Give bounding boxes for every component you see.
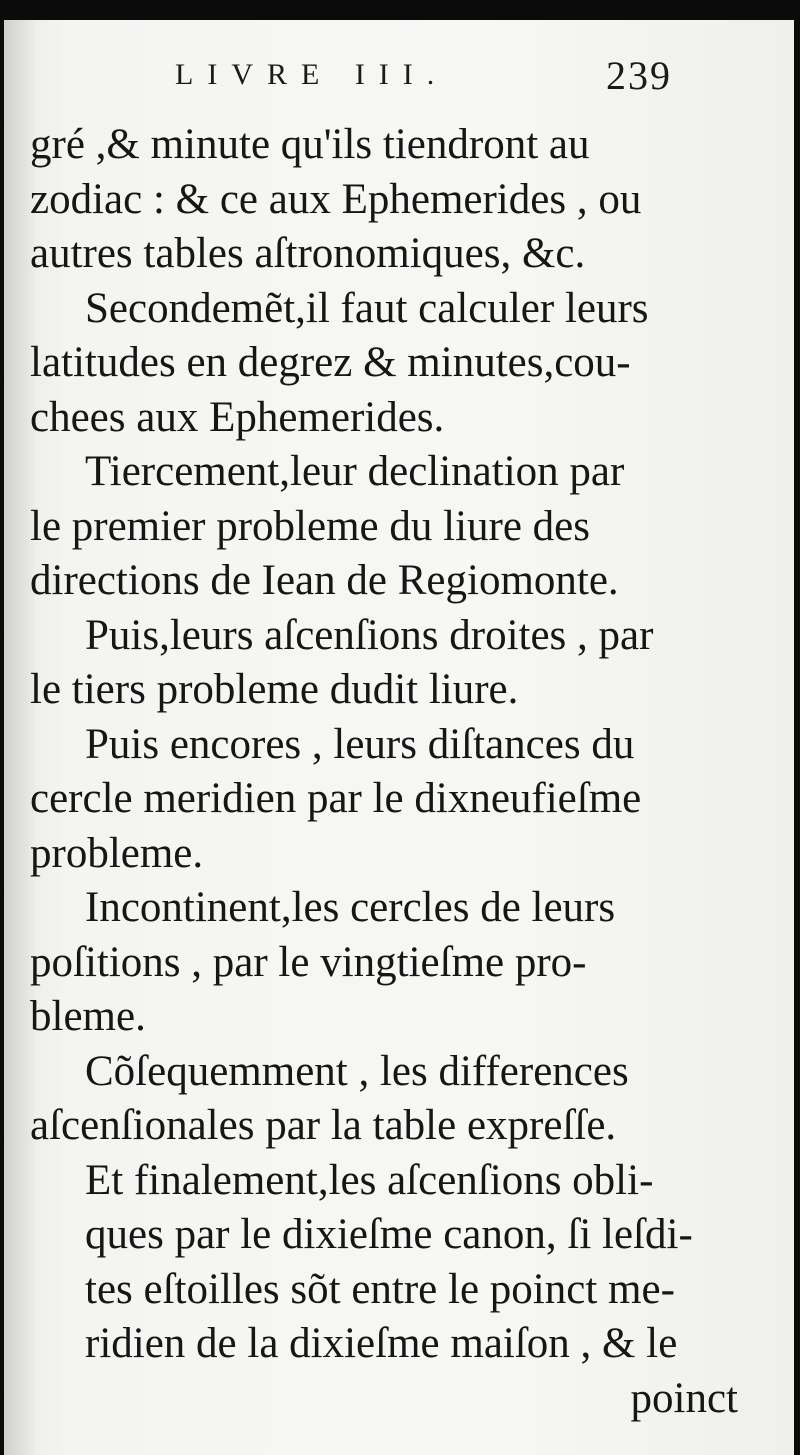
text-line: Cõſequemment , les differences xyxy=(85,1047,629,1095)
text-line: chees aux Ephemerides. xyxy=(30,393,445,441)
text-line: aſcenſionales par la table expreſſe. xyxy=(30,1102,617,1149)
catchword: poinct xyxy=(630,1374,738,1422)
text-line: le tiers probleme dudit liure. xyxy=(30,666,519,713)
text-line: autres tables aſtronomiques, &c. xyxy=(30,230,586,277)
text-line: le premier probleme du liure des xyxy=(30,502,590,550)
text-line: Puis,leurs aſcenſions droites , par xyxy=(85,611,654,659)
running-head: LIVRE III. xyxy=(175,58,449,91)
text-line: zodiac : & ce aux Ephemerides , ou xyxy=(30,175,642,223)
text-line: probleme. xyxy=(30,829,204,877)
text-line: gré ,& minute qu'ils tiendront au xyxy=(30,121,590,168)
text-line: cercle meridien par le dixneufieſme xyxy=(30,775,642,822)
text-line: directions de Iean de Regiomonte. xyxy=(30,557,619,604)
text-line: poſitions , par le vingtieſme pro- xyxy=(30,938,587,986)
text-line: tes eſtoilles sõt entre le poinct me- xyxy=(85,1265,675,1313)
text-line: Incontinent,les cercles de leurs xyxy=(85,884,616,931)
text-line: Tiercement,leur declination par xyxy=(85,448,625,495)
text-line: ques par le dixieſme canon, ſi leſdi- xyxy=(85,1211,693,1258)
page-header xyxy=(0,53,800,108)
text-line: bleme. xyxy=(30,993,146,1040)
body-text xyxy=(30,118,750,1426)
text-line: Puis encores , leurs diſtances du xyxy=(85,720,635,768)
text-line: latitudes en degrez & minutes,cou- xyxy=(30,339,631,386)
text-line: Secondemẽt,il faut calculer leurs xyxy=(85,284,649,332)
page-number: 239 xyxy=(606,53,672,98)
text-line: ridien de la dixieſme maiſon , & le xyxy=(85,1320,678,1367)
text-line: Et finalement,les aſcenſions obli- xyxy=(85,1156,654,1204)
